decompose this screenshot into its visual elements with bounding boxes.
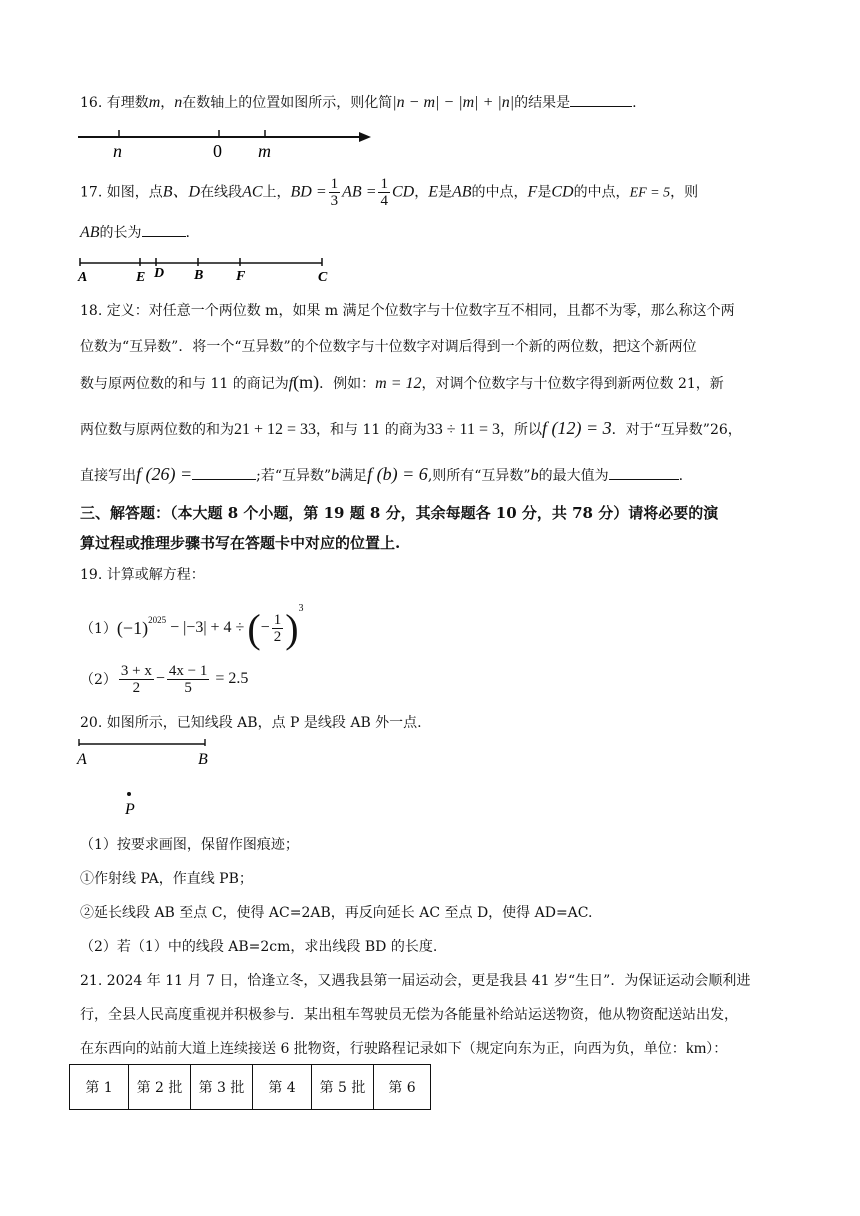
q18-line-3	[80, 372, 724, 393]
q18-text-4a: 两位数与原两位数的和为	[80, 422, 234, 438]
table-header-cell: 第 1	[70, 1065, 129, 1110]
q17-number: 17.	[80, 184, 103, 201]
table-header-cell: 第 6	[374, 1065, 431, 1110]
q19-p1-minus: −	[260, 619, 270, 636]
q16-number: 16.	[80, 95, 103, 111]
q17-text: 如图，点	[106, 184, 163, 201]
q19-p2-label: （2）	[80, 672, 117, 688]
q18-text-4b: ，和与 11 的商为	[316, 422, 427, 438]
axis-label-n: n	[113, 141, 122, 161]
axis-label-m: m	[258, 141, 271, 161]
q17-segment-figure	[76, 256, 336, 284]
q16-text: 有理数	[106, 95, 149, 111]
q17-comma: ，	[414, 184, 429, 201]
q18-line-1: 18. 定义：对任意一个两位数 m，如果 m 满足个位数字与十位数字互不相同，且都不为零，那么称这个两	[80, 303, 735, 319]
q18-text-5a: 直接写出	[80, 468, 136, 484]
q19-p1-power: 3	[298, 602, 304, 614]
q18-eq-div: 33 ÷ 11 = 3	[426, 421, 500, 438]
q18-answer-blank-1	[192, 465, 256, 480]
q18-eq-m: m = 12	[375, 375, 422, 392]
q17-text-6: 是	[537, 184, 552, 201]
q18-eq-f26: f (26) =	[136, 464, 193, 484]
q16-period: .	[632, 95, 637, 111]
q19-p2-rhs: = 2.5	[215, 670, 249, 687]
q18-text-5e: 的最大值为	[538, 468, 609, 484]
table-header-cell: 第 2 批	[129, 1065, 191, 1110]
q19-p1-label: （1）	[80, 621, 117, 637]
q17-ef: EF = 5	[629, 185, 671, 201]
q16-answer-blank	[570, 92, 632, 107]
q17-var-f: F	[527, 183, 538, 201]
q17-eq-cd: CD	[391, 183, 415, 201]
q17-text-9: 的长为	[99, 225, 142, 241]
q21-line-3	[80, 1038, 727, 1058]
q19-p2-minus: −	[155, 670, 165, 687]
q18-period: .	[678, 468, 684, 484]
q19-fraction-b: $\frac{4x - 1}{5}$	[168, 662, 208, 696]
question-17	[80, 176, 698, 209]
q18-answer-blank-2	[609, 465, 679, 480]
q21-unit: km	[685, 1040, 707, 1057]
q19-p1-mid: − |−3| + 4 ÷	[170, 619, 245, 636]
seg-label-a: A	[78, 270, 88, 284]
q17-var-e: E	[428, 183, 438, 201]
axis-label-zero: 0	[213, 141, 222, 161]
q18-line-4	[80, 418, 742, 439]
q20-step-1: ①作射线 PA，作直线 PB；	[80, 871, 253, 887]
q19-p1-exponent: 2025	[148, 615, 167, 625]
table-header-cell: 第 5 批	[312, 1065, 374, 1110]
seg-label-f: F	[236, 269, 246, 284]
q16-var-m: m	[148, 94, 161, 111]
q17-line-2	[80, 222, 190, 242]
q20-label-p: P	[125, 801, 135, 818]
q16-text-2: 在数轴上的位置如图所示，则化简	[182, 95, 393, 111]
q16-number-line	[75, 125, 375, 165]
q20-figure	[76, 738, 226, 818]
q18-eq-fb: f (b) = 6	[367, 464, 428, 484]
q17-var-ab-2: AB	[80, 224, 100, 241]
seg-label-e: E	[136, 270, 146, 284]
q17-fraction-1-4: $\frac{1}{4}$	[380, 176, 388, 209]
seg-label-c: C	[318, 270, 328, 284]
q17-points: B、D	[162, 183, 201, 201]
seg-label-d: D	[154, 266, 165, 281]
q18-f: f	[288, 375, 294, 392]
table-row	[70, 1065, 431, 1110]
q17-text-7: 的中点，	[573, 184, 630, 201]
q20-part-2: （2）若（1）中的线段 AB=2cm，求出线段 BD 的长度.	[80, 939, 438, 955]
q19-title: 19. 计算或解方程：	[80, 567, 205, 583]
q16-comma: ，	[160, 95, 175, 111]
q19-part-2	[80, 658, 248, 700]
q17-segment: AC	[242, 183, 263, 201]
q18-var-b-2: b	[530, 467, 539, 484]
q19-paren-close: )	[285, 605, 299, 651]
q17-var-ab: AB	[452, 183, 472, 201]
q18-text-3b: ．例如：	[319, 376, 376, 392]
q18-line-5	[80, 464, 683, 485]
q17-answer-blank	[142, 222, 186, 237]
q21-line-2: 行，全县人民高度重视并积极参与．某出租车驾驶员无偿为各能量补给站运送物资，他从物资配送站出发，	[80, 1007, 738, 1023]
q17-eq-bd: BD =	[290, 183, 327, 201]
q20-label-b: B	[198, 751, 208, 768]
q18-text-4d: ．对于“互异数”26，	[611, 422, 742, 438]
q17-text-8: ，则	[670, 184, 699, 201]
q20-step-2: ②延长线段 AB 至点 C，使得 AC=2AB，再反向延长 AC 至点 D，使得 AD=AC.	[80, 905, 593, 921]
q19-p1-base: (−1)	[116, 617, 149, 638]
q20-title: 20. 如图所示，已知线段 AB，点 P 是线段 AB 外一点.	[80, 715, 422, 731]
q17-text-5: 的中点，	[471, 184, 528, 201]
q19-fraction-1-2: $\frac{1}{2}$	[273, 611, 282, 645]
q21-table	[69, 1064, 431, 1110]
q18-text-4c: ，所以	[499, 422, 542, 438]
seg-label-b: B	[194, 268, 204, 283]
q17-eq-ab: AB =	[342, 183, 377, 201]
q19-fraction-a: $\frac{3 + x}{2}$	[120, 662, 152, 696]
q21-line-1: 21. 2024 年 11 月 7 日，恰逢立冬，又遇我县第一届运动会，更是我县 41 岁“生日”．为保证运动会顺利进	[80, 973, 751, 989]
q17-period: .	[185, 225, 190, 241]
q16-var-n: n	[174, 94, 183, 111]
q18-text-5d: ,则所有“互异数”	[427, 468, 531, 484]
section-3-heading-line-2: 算过程或推理步骤书写在答题卡中对应的位置上.	[80, 534, 401, 552]
q20-label-a: A	[77, 751, 87, 768]
q16-text-3: 的结果是	[514, 95, 571, 111]
q20-part-1: （1）按要求画图，保留作图痕迹；	[80, 837, 299, 853]
q18-var-b: b	[331, 467, 340, 484]
q17-text-2: 在线段	[200, 184, 243, 201]
q18-text-3c: ，对调个位数字与十位数字得到新两位数 21，新	[421, 376, 724, 392]
q18-text-5b: ;若“互异数”	[256, 468, 332, 484]
q18-text-5c: 满足	[339, 468, 368, 484]
q17-text-4: 是	[438, 184, 452, 201]
table-header-cell: 第 4	[253, 1065, 312, 1110]
q18-line-2: 位数为“互异数”．将一个“互异数”的个位数字与十位数字对调后得到一个新的两位数，把这个新两位	[80, 339, 697, 355]
q18-eq-f12: f (12) = 3	[541, 418, 612, 438]
q17-var-cd: CD	[551, 183, 574, 201]
q17-text-3: 上，	[262, 184, 291, 201]
q19-paren-open: (	[247, 605, 261, 651]
q21-text-3b: ）：	[706, 1041, 728, 1057]
section-3-heading-line-1: 三、解答题：（本大题 8 个小题，第 19 题 8 分，其余每题各 10 分，共 78 分）请将必要的演	[80, 504, 719, 522]
q18-fm-arg: (m)	[293, 372, 320, 392]
q21-text-3a: 在东西向的站前大道上连续接送 6 批物资，行驶路程记录如下（规定向东为正，向西为负，单位：	[80, 1041, 686, 1057]
q18-text-3a: 数与原两位数的和与 11 的商记为	[80, 376, 289, 392]
q17-fraction-1-3: $\frac{1}{3}$	[330, 176, 339, 209]
q19-part-1	[80, 600, 304, 656]
q16-expression: |n − m| − |m| + |n|	[392, 94, 515, 111]
table-header-cell: 第 3 批	[191, 1065, 253, 1110]
question-16	[80, 92, 637, 112]
q18-eq-sum: 21 + 12 = 33	[234, 421, 317, 438]
q20-point-p	[127, 792, 131, 796]
